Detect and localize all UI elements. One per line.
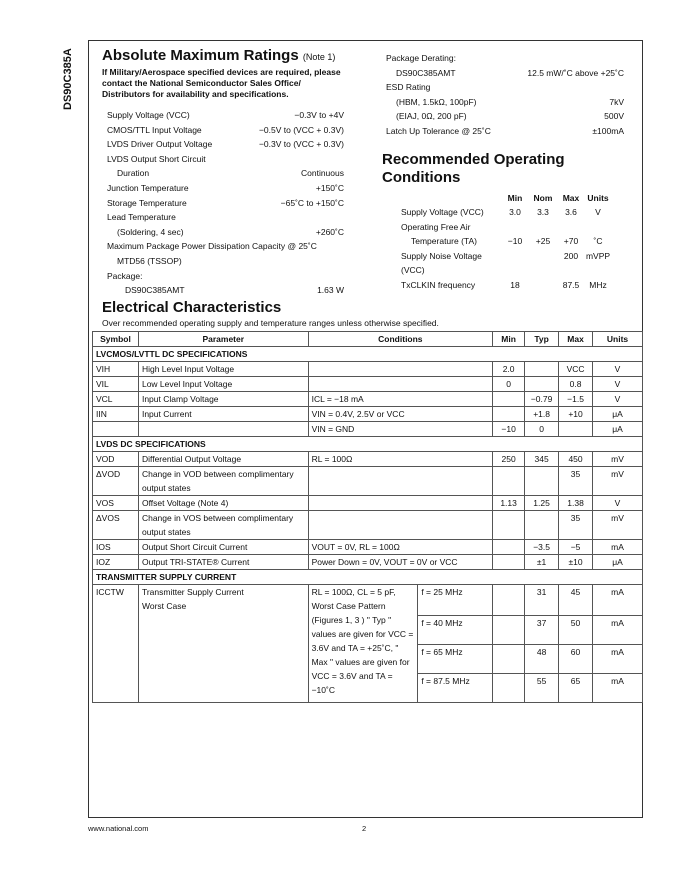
ec-dvod-units: mV: [593, 467, 643, 496]
rec-row-label: Supply Voltage (VCC): [401, 207, 484, 217]
rec-row-max: 200: [563, 250, 579, 261]
icctw-typ-3: 48: [525, 645, 559, 674]
absmax-item-label: Package:: [107, 270, 143, 281]
absmax-item-label: Supply Voltage (VCC): [107, 110, 190, 120]
absmax-right-value: 500V: [604, 111, 624, 122]
ec-row-dvos: [93, 511, 643, 540]
ec-vcl-typ: −0.79: [525, 392, 559, 407]
ec-ioz-max: ±10: [559, 555, 593, 570]
ec-vos-min: 1.13: [493, 496, 525, 511]
ec-vih-units: V: [593, 362, 643, 377]
ec-ioz-parameter: Output TRI-STATE® Current: [138, 555, 308, 570]
ec-vcl-max: −1.5: [559, 392, 593, 407]
ec-dvos-symbol: ΔVOS: [93, 511, 139, 540]
absmax-right-value: 12.5 mW/˚C above +25˚C: [527, 67, 624, 78]
icctw-row-1: [93, 585, 643, 616]
ec-table: [92, 331, 643, 703]
ec-ioz-units: μA: [593, 555, 643, 570]
ec-vos-max: 1.38: [559, 496, 593, 511]
rec-row-label: Operating Free Air: [401, 221, 471, 232]
hdr-conditions: Conditions: [308, 332, 493, 347]
ec-vos-conditions: [308, 496, 493, 511]
ec-vil-parameter: Low Level Input Voltage: [138, 377, 308, 392]
absmax-right-value: [480, 80, 624, 94]
ec-iin2-min: −10: [493, 422, 525, 437]
ec-ioz-symbol: IOZ: [93, 555, 139, 570]
rec-row-nom: 3.3: [537, 207, 549, 217]
rec-row-units: MHz: [589, 280, 607, 290]
absmax-right-label: (HBM, 1.5kΩ, 100pF): [396, 96, 477, 107]
ec-vos-symbol: VOS: [93, 496, 139, 511]
rec-row-nom: [528, 220, 558, 234]
ec-subtitle: Over recommended operating supply and temperature ranges unless otherwise specified.: [102, 318, 439, 328]
ec-row-vod: [93, 452, 643, 467]
rec-title: Recommended Operating Conditions: [382, 151, 565, 186]
ec-dvos-max: 35: [559, 511, 593, 540]
rec-header: Nom: [533, 193, 553, 203]
ec-ioz-min: [493, 555, 525, 570]
footer-page-number: 2: [362, 824, 367, 833]
ec-iin2-symbol: [93, 422, 139, 437]
absmax-item-value: [200, 152, 344, 166]
absmax-item-label: LVDS Driver Output Voltage: [107, 139, 213, 150]
absmax-item-value: −0.5V to (VCC + 0.3V): [258, 124, 344, 135]
icctw-f3: f = 65 MHz: [418, 645, 493, 674]
absmax-item-label: Junction Temperature: [107, 183, 189, 193]
ec-dvod-max: 35: [559, 467, 593, 496]
ec-iin2-max: [559, 422, 593, 437]
ec-vil-units: V: [593, 377, 643, 392]
ec-row-ios: [93, 540, 643, 555]
ec-vil-max: 0.8: [559, 377, 593, 392]
rec-row-min: 3.0: [509, 207, 521, 217]
ec-vod-typ: 345: [525, 452, 559, 467]
ec-iin1-typ: +1.8: [525, 407, 559, 422]
ec-dvos-conditions: [308, 511, 493, 540]
rec-row-max: 87.5: [562, 280, 580, 290]
ec-ios-conditions: VOUT = 0V, RL = 100Ω: [308, 540, 493, 555]
rec-row-units: V: [595, 207, 601, 217]
ec-vih-typ: [525, 362, 559, 377]
ec-ios-min: [493, 540, 525, 555]
rec-row-label: Supply Noise Voltage: [401, 250, 482, 261]
ec-vil-conditions: [308, 377, 493, 392]
icctw-symbol: ICCTW: [93, 585, 139, 703]
icctw-typ-2: 37: [525, 616, 559, 645]
section-supply-current: TRANSMITTER SUPPLY CURRENT: [93, 570, 643, 585]
ec-iin2-typ: 0: [525, 422, 559, 437]
ec-vod-symbol: VOD: [93, 452, 139, 467]
rec-row-units: [583, 263, 613, 277]
absmax-item-label: Duration: [117, 168, 150, 179]
rec-row-max: [556, 220, 586, 234]
absmax-item-value: −65˚C to +150˚C: [280, 197, 344, 208]
absmax-item-label: (Soldering, 4 sec): [117, 226, 184, 237]
ec-vil-symbol: VIL: [93, 377, 139, 392]
ec-ios-typ: −3.5: [525, 540, 559, 555]
ec-iin2-conditions: VIN = GND: [308, 422, 493, 437]
ec-dvod-min: [493, 467, 525, 496]
rec-row-nom: +25: [535, 236, 551, 247]
footer-url[interactable]: www.national.com: [88, 824, 149, 833]
ec-vos-typ: 1.25: [525, 496, 559, 511]
ec-title: Electrical Characteristics: [102, 299, 282, 316]
icctw-max-3: 60: [559, 645, 593, 674]
icctw-units-4: mA: [593, 674, 643, 703]
rec-header: Max: [562, 193, 580, 203]
ec-ios-max: −5: [559, 540, 593, 555]
absmax-item-value: [200, 269, 344, 283]
ec-vcl-symbol: VCL: [93, 392, 139, 407]
absmax-item-label: Maximum Package Power Dissipation Capacity @ 25˚C: [107, 241, 317, 252]
ec-vod-conditions: RL = 100Ω: [308, 452, 493, 467]
rec-header: Min: [507, 193, 523, 203]
military-notice: If Military/Aerospace specified devices are required, please contact the National Semiconductor Sales Office/ Distributors for availability and specifications.: [102, 67, 341, 99]
ec-row-ioz: [93, 555, 643, 570]
ec-vod-units: mV: [593, 452, 643, 467]
ec-iin1-symbol: IIN: [93, 407, 139, 422]
ec-iin1-units: μA: [593, 407, 643, 422]
ec-header-row: [93, 332, 643, 347]
rec-row-units: mVPP: [585, 250, 611, 261]
ec-row-iin1: [93, 407, 643, 422]
absmax-item-label: CMOS/TTL Input Voltage: [107, 124, 202, 135]
absmax-item-value: Continuous: [300, 168, 344, 179]
ec-vih-conditions: [308, 362, 493, 377]
ec-dvos-units: mV: [593, 511, 643, 540]
icctw-typ-1: 31: [525, 585, 559, 616]
ec-dvod-symbol: ΔVOD: [93, 467, 139, 496]
rec-row-units: ˚C: [593, 236, 603, 247]
absmax-right-label: ESD Rating: [386, 82, 431, 93]
rec-row-max: +70: [563, 236, 579, 247]
section-lvds: LVDS DC SPECIFICATIONS: [93, 437, 643, 452]
rec-row-nom: [528, 278, 558, 292]
ec-vih-parameter: High Level Input Voltage: [138, 362, 308, 377]
ec-row-vil: [93, 377, 643, 392]
ec-iin1-conditions: VIN = 0.4V, 2.5V or VCC: [308, 407, 493, 422]
rec-row-min: [500, 263, 530, 277]
ec-dvos-min: [493, 511, 525, 540]
hdr-symbol: Symbol: [93, 332, 139, 347]
absmax-title: Absolute Maximum Ratings (Note 1): [102, 47, 336, 64]
icctw-max-1: 45: [559, 585, 593, 616]
ec-row-vos: [93, 496, 643, 511]
ec-dvos-parameter: Change in VOS between complimentary output states: [138, 511, 308, 540]
absmax-right-value: [480, 51, 624, 65]
part-number-side-label: DS90C385A: [62, 48, 74, 110]
hdr-min: Min: [493, 332, 525, 347]
ec-vcl-units: V: [593, 392, 643, 407]
hdr-units: Units: [593, 332, 643, 347]
ec-vil-typ: [525, 377, 559, 392]
absmax-right-label: (EIAJ, 0Ω, 200 pF): [396, 111, 467, 122]
absmax-item-label: MTD56 (TSSOP): [117, 256, 182, 266]
ec-row-vcl: [93, 392, 643, 407]
absmax-item-label: Lead Temperature: [107, 212, 176, 223]
icctw-conditions: RL = 100Ω, CL = 5 pF, Worst Case Pattern (Figures 1, 3 ) " Typ " values are given for VCC = 3.6V and TA = +25˚C, " Max " values are given for VCC = 3.6V and TA = −10˚C: [308, 585, 418, 703]
absmax-item-value: +150˚C: [315, 183, 344, 193]
ec-dvod-typ: [525, 467, 559, 496]
ec-dvod-parameter: Change in VOD between complimentary output states: [138, 467, 308, 496]
ec-vod-max: 450: [559, 452, 593, 467]
section-lvcmos: LVCMOS/LVTTL DC SPECIFICATIONS: [93, 347, 643, 362]
ec-vos-units: V: [593, 496, 643, 511]
ec-vih-symbol: VIH: [93, 362, 139, 377]
ec-ios-symbol: IOS: [93, 540, 139, 555]
rec-row-units: [583, 220, 613, 234]
absmax-item-value: +260˚C: [315, 226, 344, 237]
hdr-parameter: Parameter: [138, 332, 308, 347]
ec-iin2-parameter: [138, 422, 308, 437]
icctw-units-3: mA: [593, 645, 643, 674]
ec-vcl-min: [493, 392, 525, 407]
rec-row-min: −10: [507, 236, 523, 247]
absmax-right-label: Package Derating:: [386, 53, 456, 63]
absmax-right-label: DS90C385AMT: [396, 67, 456, 78]
ec-row-vih: [93, 362, 643, 377]
ec-ioz-conditions: Power Down = 0V, VOUT = 0V or VCC: [308, 555, 493, 570]
rec-row-max: [556, 263, 586, 277]
rec-header: Units: [587, 193, 609, 203]
rec-row-min: 18: [510, 280, 520, 290]
rec-row-label: Temperature (TA): [411, 236, 477, 247]
ec-vod-min: 250: [493, 452, 525, 467]
hdr-typ: Typ: [525, 332, 559, 347]
absmax-item-value: −0.3V to (VCC + 0.3V): [258, 139, 344, 150]
ec-row-dvod: [93, 467, 643, 496]
absmax-item-label: LVDS Output Short Circuit: [107, 153, 206, 164]
rec-row-min: [500, 249, 530, 263]
rec-row-nom: [528, 249, 558, 263]
absmax-item-label: Storage Temperature: [107, 197, 187, 208]
ec-vil-min: 0: [493, 377, 525, 392]
icctw-f1: f = 25 MHz: [418, 585, 493, 616]
absmax-right-value: ±100mA: [592, 126, 624, 136]
absmax-right-label: Latch Up Tolerance @ 25˚C: [386, 126, 491, 136]
ec-iin1-min: [493, 407, 525, 422]
icctw-f4: f = 87.5 MHz: [418, 674, 493, 703]
absmax-item-value: −0.3V to +4V: [294, 110, 344, 120]
icctw-f2: f = 40 MHz: [418, 616, 493, 645]
icctw-units-1: mA: [593, 585, 643, 616]
ec-vcl-conditions: ICL = −18 mA: [308, 392, 493, 407]
absmax-item-value: 1.63 W: [317, 285, 344, 296]
ec-vih-min: 2.0: [493, 362, 525, 377]
icctw-units-2: mA: [593, 616, 643, 645]
absmax-right-value: 7kV: [609, 96, 624, 107]
ec-iin2-units: μA: [593, 422, 643, 437]
rec-row-label: TxCLKIN frequency: [401, 280, 476, 290]
absmax-item-value: [200, 254, 344, 268]
ec-iin1-max: +10: [559, 407, 593, 422]
ec-vos-parameter: Offset Voltage (Note 4): [138, 496, 308, 511]
rec-row-min: [500, 220, 530, 234]
icctw-typ-4: 55: [525, 674, 559, 703]
icctw-max-4: 65: [559, 674, 593, 703]
rec-row-nom: [528, 263, 558, 277]
absmax-item-label: DS90C385AMT: [125, 285, 185, 296]
ec-vcl-parameter: Input Clamp Voltage: [138, 392, 308, 407]
icctw-max-2: 50: [559, 616, 593, 645]
ec-dvod-conditions: [308, 467, 493, 496]
ec-dvos-typ: [525, 511, 559, 540]
ec-vod-parameter: Differential Output Voltage: [138, 452, 308, 467]
rec-row-label: (VCC): [401, 265, 425, 276]
ec-ios-units: mA: [593, 540, 643, 555]
ec-ioz-typ: ±1: [525, 555, 559, 570]
hdr-max: Max: [559, 332, 593, 347]
rec-row-max: 3.6: [565, 207, 577, 217]
ec-vih-max: VCC: [559, 362, 593, 377]
ec-ios-parameter: Output Short Circuit Current: [138, 540, 308, 555]
icctw-param: Transmitter Supply Current Worst Case: [138, 585, 308, 703]
absmax-item-value: [200, 239, 344, 253]
ec-iin1-parameter: Input Current: [138, 407, 308, 422]
ec-row-iin2: [93, 422, 643, 437]
absmax-item-value: [200, 210, 344, 224]
